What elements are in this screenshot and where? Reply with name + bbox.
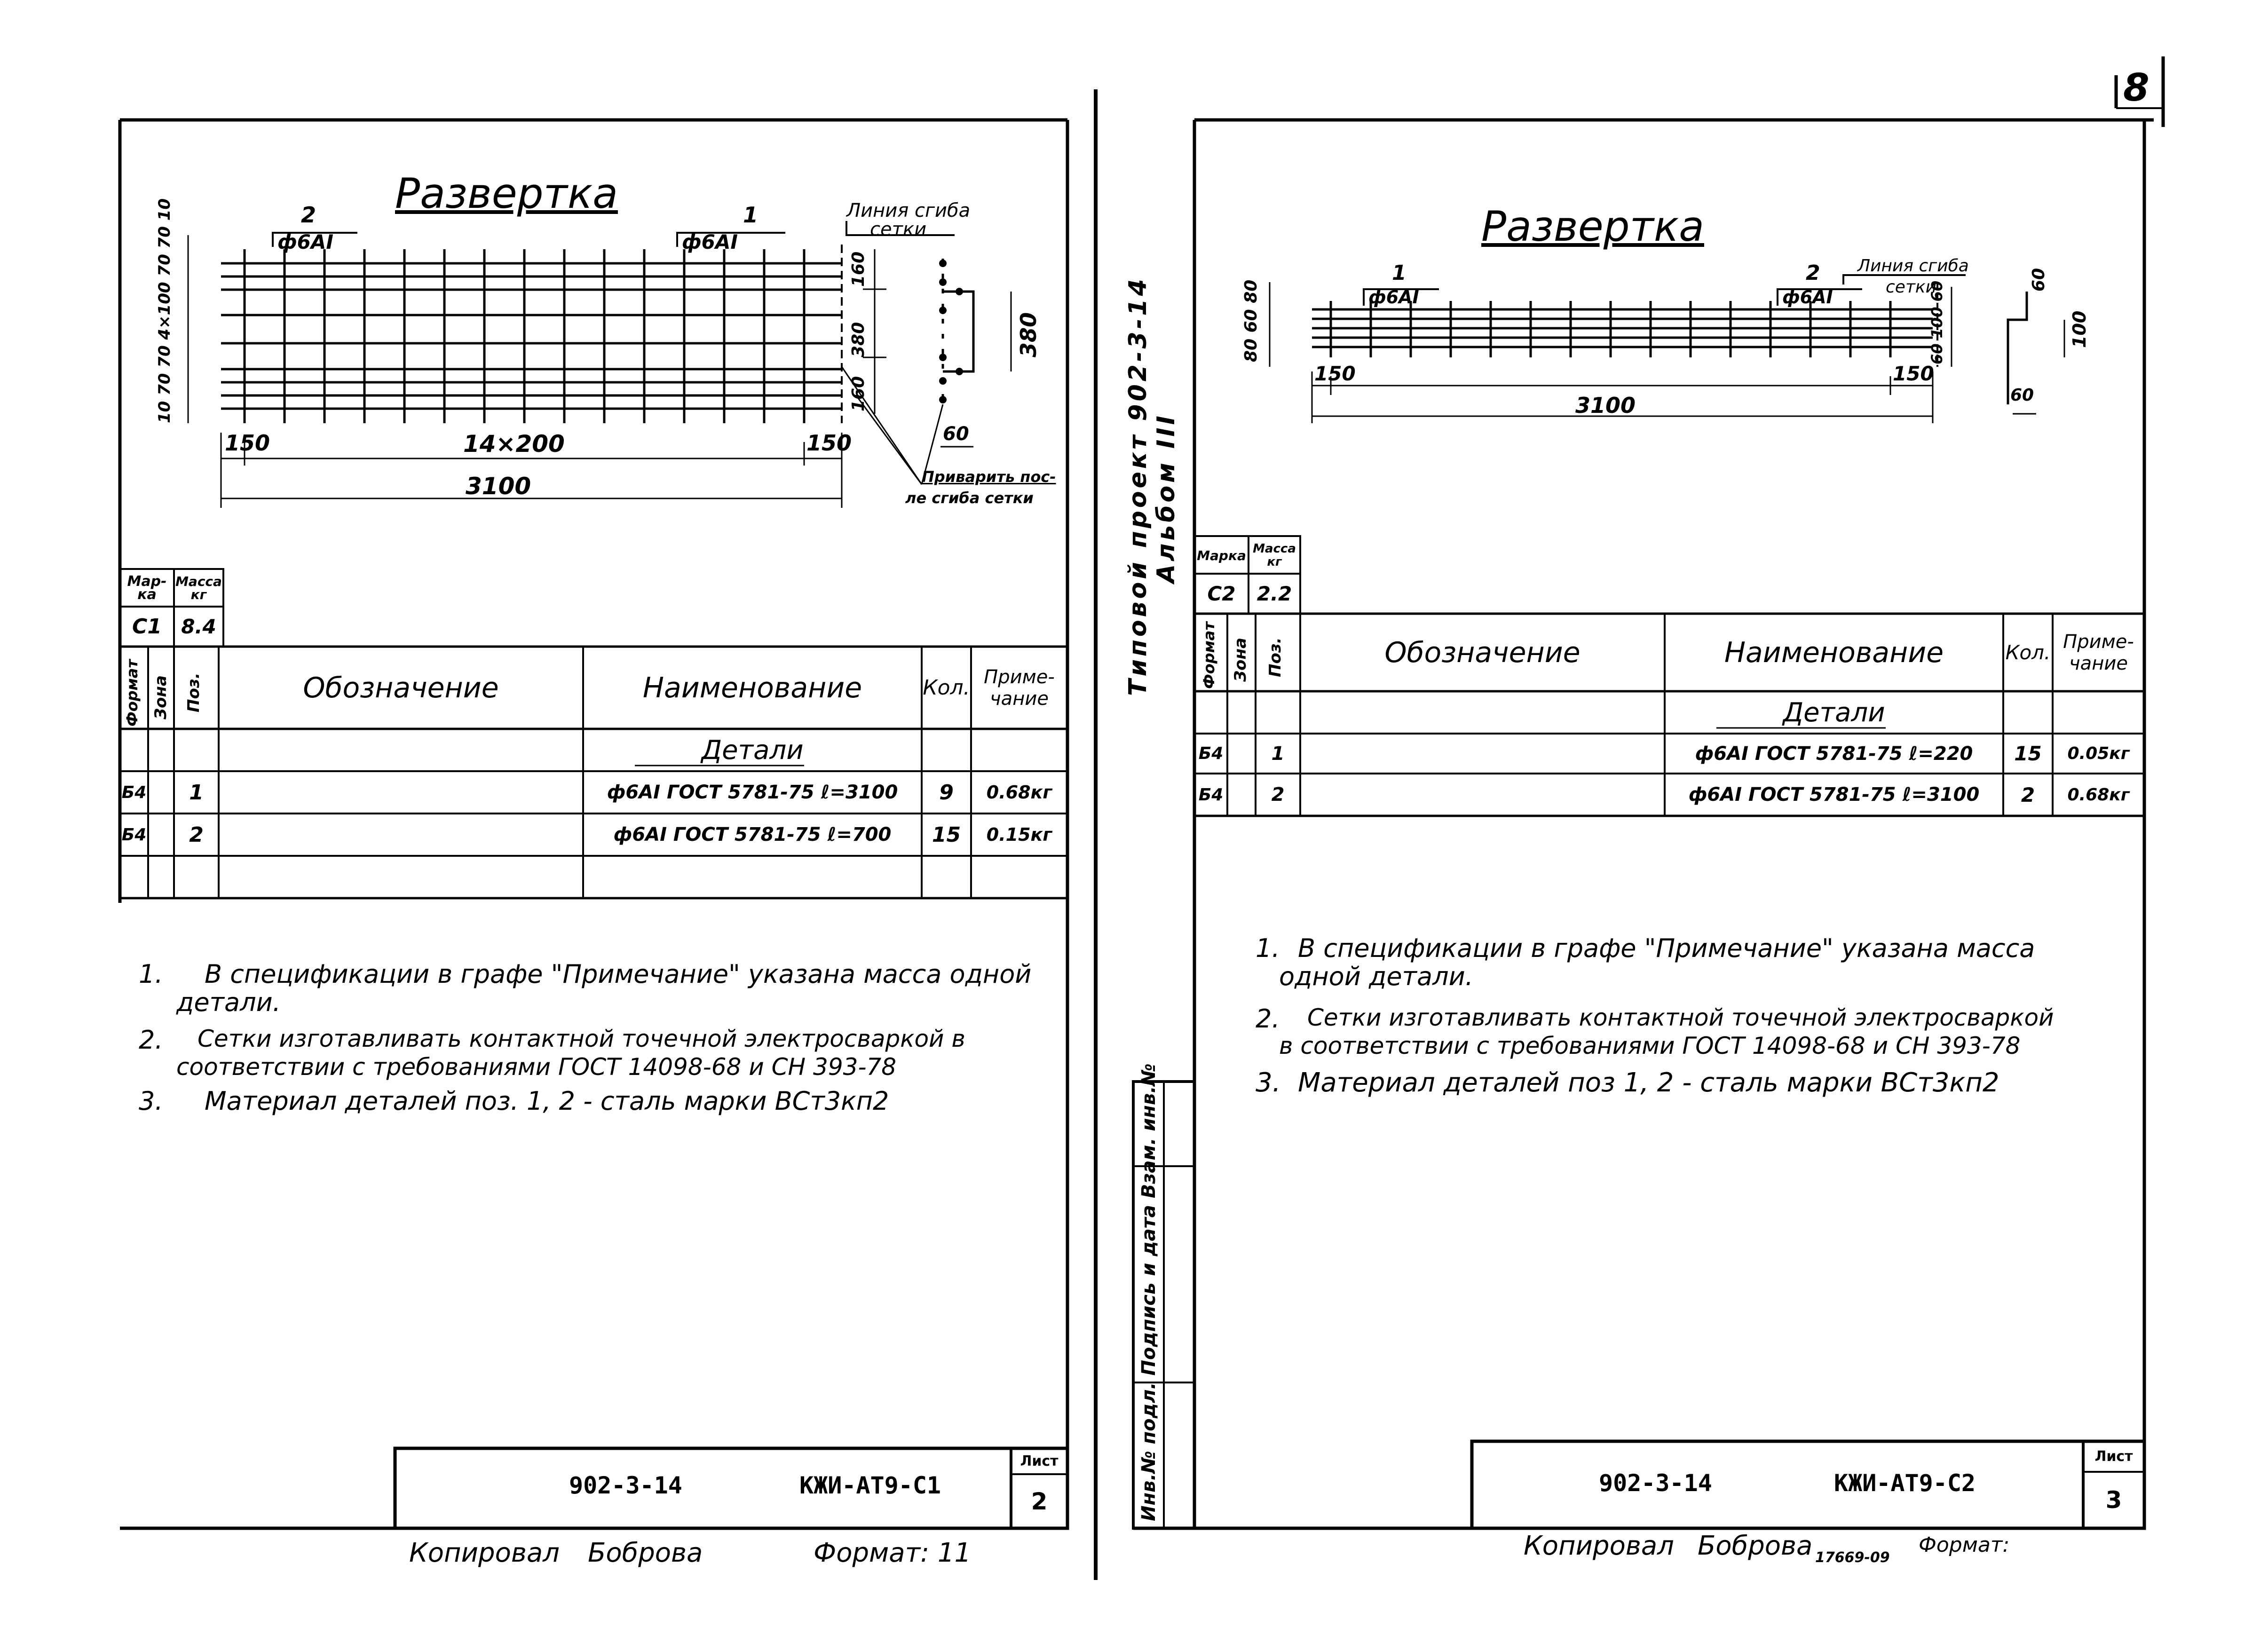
right-h-designation: Обозначение: [1384, 636, 1580, 669]
left-fold-line-label-2: сетки: [870, 219, 927, 240]
left-r1-name: ф6АI ГОСТ 5781-75 ℓ=3100: [607, 782, 898, 803]
right-stamp-code: КЖИ-АТ9-С2: [1834, 1469, 1976, 1497]
left-stamp-project: 902-3-14: [569, 1472, 682, 1499]
right-r2-name: ф6АI ГОСТ 5781-75 ℓ=3100: [1688, 784, 1980, 806]
left-r2-note: 0.15кг: [986, 824, 1052, 845]
right-mass-header: Масса кг: [1253, 542, 1296, 569]
right-note-2-l1: Сетки изготавливать контактной точечной электросваркой: [1307, 1004, 2054, 1031]
left-footer-copied: Копировал: [409, 1538, 560, 1568]
left-note-2-l2: соответствии с требованиями ГОСТ 14098-68 и СН 393-78: [176, 1053, 897, 1081]
left-dim-mid: 14×200: [463, 430, 565, 458]
left-bar-b-pos: 1: [743, 202, 759, 228]
left-dim-150-r: 150: [806, 430, 852, 456]
left-footer-format: Формат: 11: [814, 1538, 972, 1568]
page-number: 8: [2123, 66, 2149, 110]
left-r1-format: Б4: [121, 782, 147, 802]
right-r2-pos: 2: [1271, 784, 1285, 806]
left-dim-total: 3100: [466, 473, 531, 500]
right-title: Развертка: [1481, 202, 1704, 251]
left-dim-380: 380: [849, 322, 868, 357]
left-h-pos: Поз.: [184, 672, 203, 712]
right-h-pos: Поз.: [1266, 637, 1285, 677]
right-h-note: Приме-чание: [2063, 631, 2134, 674]
right-r2-note: 0.68кг: [2067, 785, 2130, 805]
right-note-1-l1: В спецификации в графе "Примечание" указана масса: [1298, 933, 2035, 963]
right-fold-line-label-2: сетки: [1886, 277, 1937, 297]
left-r1-pos: 1: [189, 780, 204, 805]
right-r1-note: 0.05кг: [2067, 744, 2130, 763]
left-r2-qty: 15: [932, 822, 961, 847]
left-weld-note: Приварить пос-: [922, 468, 1056, 486]
left-bar-b-label: ф6АI: [682, 230, 738, 253]
right-stamp-sheet: 3: [2105, 1486, 2122, 1514]
right-note-1-l2: одной детали.: [1279, 962, 1473, 991]
right-mark-value: С2: [1207, 582, 1236, 605]
left-title: Развертка: [395, 169, 618, 218]
right-vertical-dims: 80 60 80: [1241, 279, 1261, 362]
left-h-zone: Зона: [151, 675, 170, 719]
right-footer-name: Боброва: [1698, 1531, 1813, 1561]
right-h-format: Формат: [1200, 622, 1218, 689]
left-dim-160-top: 160: [849, 251, 868, 287]
left-r1-note: 0.68кг: [986, 782, 1052, 803]
right-stamp-project: 902-3-14: [1599, 1469, 1712, 1497]
left-mass-value: 8.4: [181, 615, 216, 638]
side-inv-label: Инв.№ подл. Подпись и дата Взам. инв.№: [1138, 1063, 1160, 1521]
left-note-2-l1: Сетки изготавливать контактной точечной электросваркой в: [198, 1025, 965, 1052]
right-h-qty: Кол.: [2005, 641, 2051, 664]
right-section-details: Детали: [1783, 697, 1885, 728]
left-h-name: Наименование: [642, 671, 862, 704]
right-note-3-l1: Материал деталей поз 1, 2 - сталь марки ВСт3кп2: [1298, 1067, 1999, 1098]
right-section-dim-bot: 60: [2010, 386, 2034, 405]
left-stamp-sheet-label: Лист: [1020, 1453, 1059, 1469]
right-bar-b-label: ф6АI: [1782, 287, 1833, 308]
right-footer-copied: Копировал: [1524, 1531, 1674, 1561]
right-r1-format: Б4: [1198, 744, 1224, 763]
left-section-details: Детали: [701, 735, 804, 766]
left-section-dim-380: 380: [1016, 312, 1041, 357]
left-stamp-code: КЖИ-АТ9-С1: [799, 1472, 941, 1499]
right-dim-150-r: 150: [1893, 362, 1934, 385]
right-mass-value: 2.2: [1256, 582, 1292, 605]
right-h-zone: Зона: [1231, 638, 1250, 682]
left-dim-160-bot: 160: [849, 376, 868, 411]
right-stamp-sheet-label: Лист: [2094, 1448, 2133, 1465]
right-r1-name: ф6АI ГОСТ 5781-75 ℓ=220: [1695, 742, 1973, 765]
weld-dots-left: [939, 260, 963, 403]
left-note-1-num: 1.: [139, 959, 163, 989]
left-h-format: Формат: [123, 659, 141, 727]
right-mark-header: Марка: [1197, 547, 1246, 563]
left-weld-note-2: ле сгиба сетки: [905, 489, 1034, 507]
right-r1-pos: 1: [1271, 742, 1285, 765]
left-section-dim-60: 60: [943, 423, 969, 445]
right-dim-150-l: 150: [1314, 362, 1356, 385]
right-note-2-l2: в соответствии с требованиями ГОСТ 14098-68 и СН 393-78: [1279, 1032, 2021, 1059]
left-h-designation: Обозначение: [303, 671, 499, 704]
left-dim-150-l: 150: [225, 430, 270, 456]
left-mark-header: Мар-ка: [127, 573, 167, 603]
left-note-1-l2: детали.: [176, 987, 281, 1017]
right-r2-qty: 2: [2021, 783, 2035, 806]
left-note-3-num: 3.: [139, 1086, 163, 1116]
right-r1-qty: 15: [2014, 742, 2042, 765]
left-stamp-sheet: 2: [1031, 1487, 1048, 1515]
right-section-dim-top: 60: [2029, 268, 2048, 292]
left-footer-name: Боброва: [588, 1538, 703, 1568]
left-r2-format: Б4: [121, 825, 147, 845]
right-bar-a-label: ф6АI: [1368, 287, 1419, 308]
right-bar-a-pos: 1: [1392, 261, 1407, 285]
left-r2-pos: 2: [189, 822, 204, 847]
left-h-note: Приме-чание: [984, 666, 1055, 710]
left-h-qty: Кол.: [923, 676, 970, 700]
right-bar-b-pos: 2: [1806, 261, 1820, 285]
right-dim-total: 3100: [1575, 393, 1636, 418]
right-section-dim-side: 100: [2069, 310, 2090, 348]
left-mass-header: Масса кг: [175, 574, 222, 602]
right-footer-ref: 17669-09: [1815, 1549, 1890, 1566]
right-fold-line-label: Линия сгиба: [1857, 256, 1969, 276]
left-r1-qty: 9: [939, 780, 954, 805]
left-note-3-l1: Материал деталей поз. 1, 2 - сталь марки ВСт3кп2: [205, 1086, 889, 1116]
left-vertical-dims: 10 70 70 4×100 70 70 10: [155, 198, 174, 423]
side-project-label: Типовой проект 902-3-14: [1124, 276, 1152, 696]
right-note-1-num: 1.: [1256, 933, 1280, 963]
left-bar-a-label: ф6АI: [277, 230, 334, 253]
left-bar-a-pos: 2: [301, 202, 316, 228]
left-mark-value: С1: [132, 615, 162, 639]
right-note-2-num: 2.: [1256, 1004, 1280, 1034]
left-note-1-l1: В спецификации в графе "Примечание" указана масса одной: [205, 959, 1032, 989]
left-note-2-num: 2.: [139, 1025, 163, 1055]
left-r2-name: ф6АI ГОСТ 5781-75 ℓ=700: [613, 824, 892, 845]
left-fold-line-label: Линия сгиба: [846, 200, 971, 221]
right-r2-format: Б4: [1198, 785, 1224, 805]
side-album-label: Альбом III: [1152, 413, 1180, 583]
right-dims-right: 60 100 60: [1928, 280, 1946, 364]
right-note-3-num: 3.: [1256, 1067, 1281, 1098]
right-h-name: Наименование: [1724, 636, 1944, 669]
right-footer-format: Формат:: [1919, 1533, 2010, 1557]
